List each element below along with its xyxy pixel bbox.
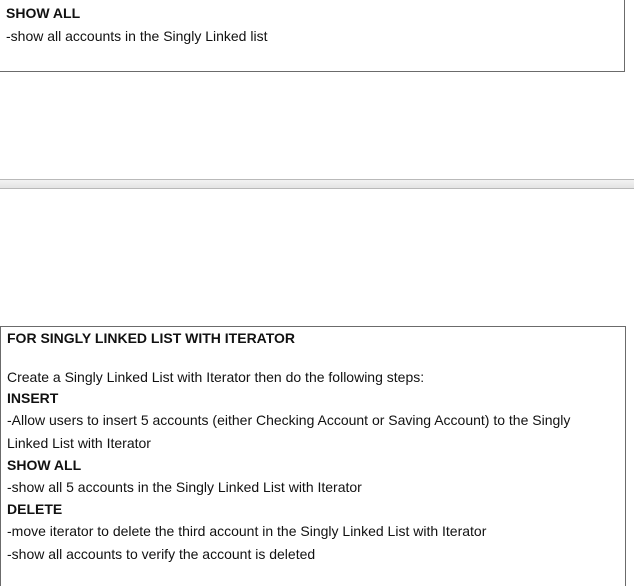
show-all-iterator-description: -show all 5 accounts in the Singly Linked List with Iterator: [7, 479, 362, 495]
insert-heading: INSERT: [7, 390, 59, 406]
iterator-intro: Create a Singly Linked List with Iterator then do the following steps:: [7, 369, 425, 385]
show-all-description: -show all accounts in the Singly Linked list: [6, 28, 268, 44]
insert-description-line1: -Allow users to insert 5 accounts (either Checking Account or Saving Account) to the Singly: [7, 412, 571, 428]
insert-description-line2: Linked List with Iterator: [7, 435, 151, 451]
show-all-section: [0, 0, 625, 72]
delete-heading: DELETE: [7, 501, 63, 517]
iterator-section: [0, 326, 626, 586]
iterator-section-title: FOR SINGLY LINKED LIST WITH ITERATOR: [7, 330, 296, 346]
delete-description-line1: -move iterator to delete the third account in the Singly Linked List with Iterator: [7, 523, 487, 539]
show-all-iterator-heading: SHOW ALL: [7, 457, 82, 473]
page-break-divider: [0, 179, 634, 189]
delete-description-line2: -show all accounts to verify the account is deleted: [7, 546, 316, 562]
show-all-heading: SHOW ALL: [6, 5, 81, 21]
